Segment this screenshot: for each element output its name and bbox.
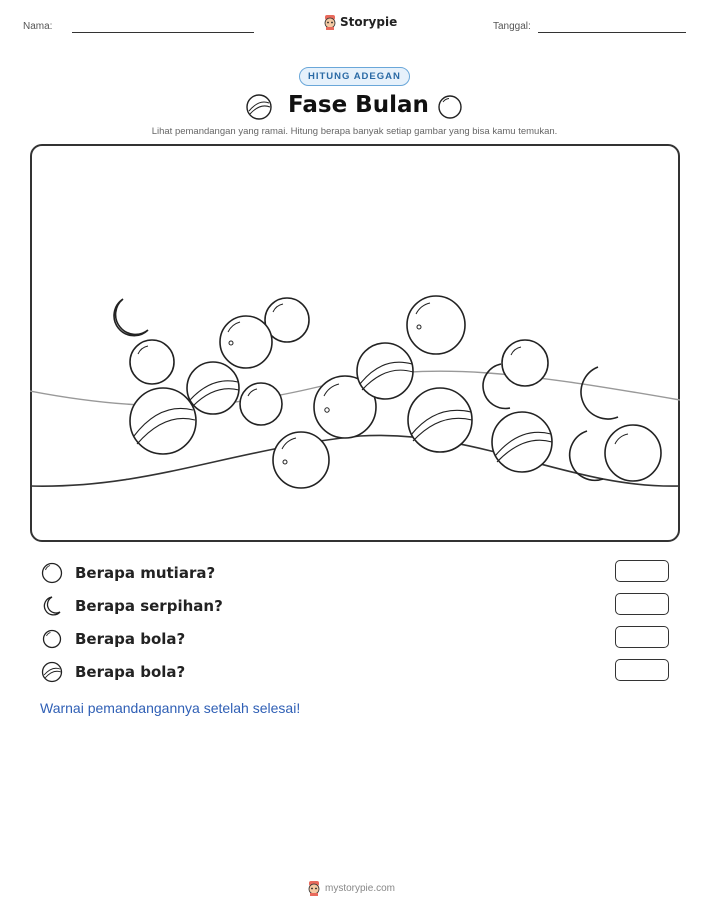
ball-icon <box>240 383 282 425</box>
page-title: Fase Bulan <box>288 92 429 118</box>
ball-icon <box>130 340 174 384</box>
date-field[interactable] <box>538 32 686 33</box>
coloring-note: Warnai pemandangannya setelah selesai! <box>40 700 301 716</box>
striped-ball-icon <box>41 661 63 683</box>
answer-box-balls[interactable] <box>615 626 669 648</box>
question-text: Berapa mutiara? <box>75 564 216 582</box>
brand-logo <box>323 14 397 30</box>
name-field[interactable] <box>72 32 254 33</box>
striped-ball-icon <box>492 412 552 472</box>
storypie-mascot-icon <box>307 880 321 896</box>
striped-ball-icon <box>357 343 413 399</box>
ball-icon <box>605 425 661 481</box>
question-row <box>41 627 671 651</box>
name-label: Nama: <box>23 21 53 32</box>
ball-icon <box>502 340 548 386</box>
question-row <box>41 594 671 618</box>
brand-name: Storypie <box>340 15 398 29</box>
counting-scene <box>30 144 680 542</box>
answer-box-crescents[interactable] <box>615 593 669 615</box>
storypie-mascot-icon <box>323 14 337 30</box>
striped-ball-icon <box>187 362 239 414</box>
section-badge: HITUNG ADEGAN <box>299 67 410 86</box>
ball-icon <box>436 93 464 121</box>
question-text: Berapa bola? <box>75 630 186 648</box>
answer-box-pearls[interactable] <box>615 560 669 582</box>
ball-icon <box>41 628 63 650</box>
question-row <box>41 561 671 585</box>
question-text: Berapa serpihan? <box>75 597 223 615</box>
pearl-icon <box>273 432 329 488</box>
crescent-icon <box>41 595 63 617</box>
crescent-icon <box>581 367 618 419</box>
striped-ball-icon <box>245 93 273 121</box>
answer-box-striped-balls[interactable] <box>615 659 669 681</box>
pearl-icon <box>41 562 63 584</box>
question-row <box>41 660 671 684</box>
instructions: Lihat pemandangan yang ramai. Hitung berapa banyak setiap gambar yang bisa kamu temukan. <box>151 126 558 137</box>
date-label: Tanggal: <box>493 21 531 32</box>
striped-ball-icon <box>130 388 196 454</box>
pearl-icon <box>407 296 465 354</box>
question-text: Berapa bola? <box>75 663 186 681</box>
striped-ball-icon <box>408 388 472 452</box>
pearl-icon <box>220 316 272 368</box>
site-url: mystorypie.com <box>325 882 396 894</box>
crescent-icon <box>114 299 148 336</box>
site-footer <box>307 880 395 896</box>
